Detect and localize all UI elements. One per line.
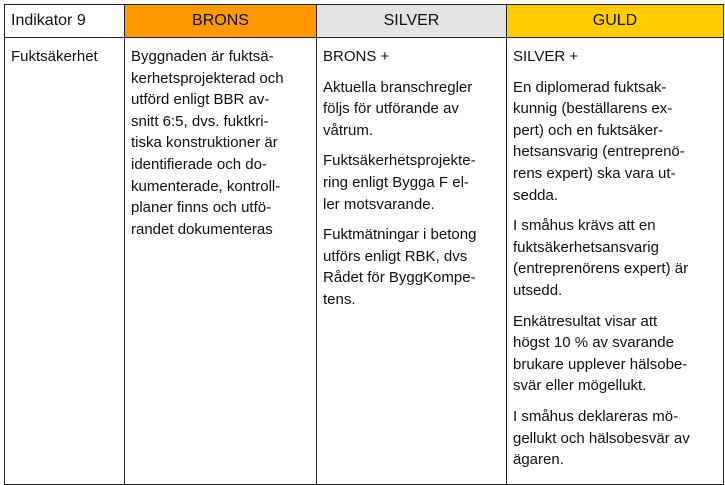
fuktsakerhet-row (5, 38, 724, 485)
guld-text-line: SILVER + (513, 48, 579, 65)
brons-text-line: Byggnaden är fuktsä- (131, 48, 274, 65)
silver-header: SILVER (317, 5, 507, 38)
silver-paragraph (323, 224, 500, 310)
guld-text-line: I småhus deklareras mö- (513, 407, 679, 425)
guld-text-line: högst 10 % av svarande (513, 334, 674, 352)
brons-text-line: kumenterade, kontroll- (131, 177, 281, 195)
guld-text-line: gellukt och hälsobesvär av (513, 429, 690, 447)
brons-text-line: identifierade och do- (131, 155, 267, 173)
guld-text-line: sedda. (513, 186, 559, 204)
guld-header: GULD (507, 5, 724, 38)
criteria-table (4, 4, 724, 485)
brons-text-line: kerhetsprojekterad och (131, 69, 284, 87)
guld-text-line: pert) och en fuktsäker- (513, 121, 664, 139)
brons-text-line: randet dokumenteras (131, 220, 273, 238)
guld-text-line: svär eller mögellukt. (513, 377, 647, 395)
brons-text-line: planer finns och utfö- (131, 199, 272, 217)
silver-paragraph (323, 150, 500, 215)
guld-text-line: fuktsäkerhetsansvarig (513, 238, 659, 256)
silver-text-line: ring enligt Bygga F el- (323, 173, 469, 191)
guld-paragraph (513, 77, 717, 207)
guld-paragraph (513, 406, 717, 471)
brons-text-line: utförd enligt BBR av- (131, 91, 270, 109)
silver-paragraph (323, 46, 500, 68)
guld-text-line: En diplomerad fuktsak- (513, 78, 667, 96)
silver-text-line: följs för utförande av (323, 100, 459, 118)
guld-text-line: (entreprenörens expert) är (513, 260, 689, 278)
brons-text-line: snitt 6:5, dvs. fuktkri- (131, 112, 269, 130)
guld-text-line: utsedd. (513, 281, 563, 299)
silver-text-line: utförs enligt RBK, dvs (323, 247, 468, 265)
brons-cell (125, 38, 317, 485)
silver-text-line: tens. (323, 290, 356, 308)
guld-cell (507, 38, 724, 485)
guld-text-line: kunnig (beställarens ex- (513, 100, 673, 118)
silver-text-line: ler motsvarande. (323, 195, 435, 213)
silver-text-line: Aktuella branschregler (323, 78, 473, 96)
guld-text-line: brukare upplever hälsobe- (513, 355, 688, 373)
guld-text-line: Enkätresultat visar att (513, 312, 658, 330)
header-row (5, 5, 724, 38)
silver-text-line: Fuktsäkerhetsprojekte- (323, 152, 476, 170)
silver-cell (317, 38, 507, 485)
guld-paragraph (513, 311, 717, 397)
silver-text-line: Fuktmätningar i betong (323, 226, 477, 244)
brons-text-line: tiska konstruktioner är (131, 134, 278, 152)
guld-paragraph (513, 46, 717, 68)
guld-text-line: hetsansvarig (entreprenö- (513, 143, 685, 161)
brons-header: BRONS (125, 5, 317, 38)
silver-paragraph (323, 77, 500, 142)
guld-paragraph (513, 215, 717, 301)
silver-text-line: våtrum. (323, 121, 374, 139)
silver-text-line: BRONS + (323, 48, 390, 65)
silver-text-line: Rådet för ByggKompe- (323, 269, 476, 287)
brons-paragraph (131, 46, 310, 240)
indicator-header: Indikator 9 (5, 5, 125, 38)
guld-text-line: ägaren. (513, 451, 564, 469)
row-label: Fuktsäkerhet (5, 38, 125, 485)
guld-text-line: rens expert) ska vara ut- (513, 164, 676, 182)
guld-text-line: I småhus krävs att en (513, 217, 656, 235)
